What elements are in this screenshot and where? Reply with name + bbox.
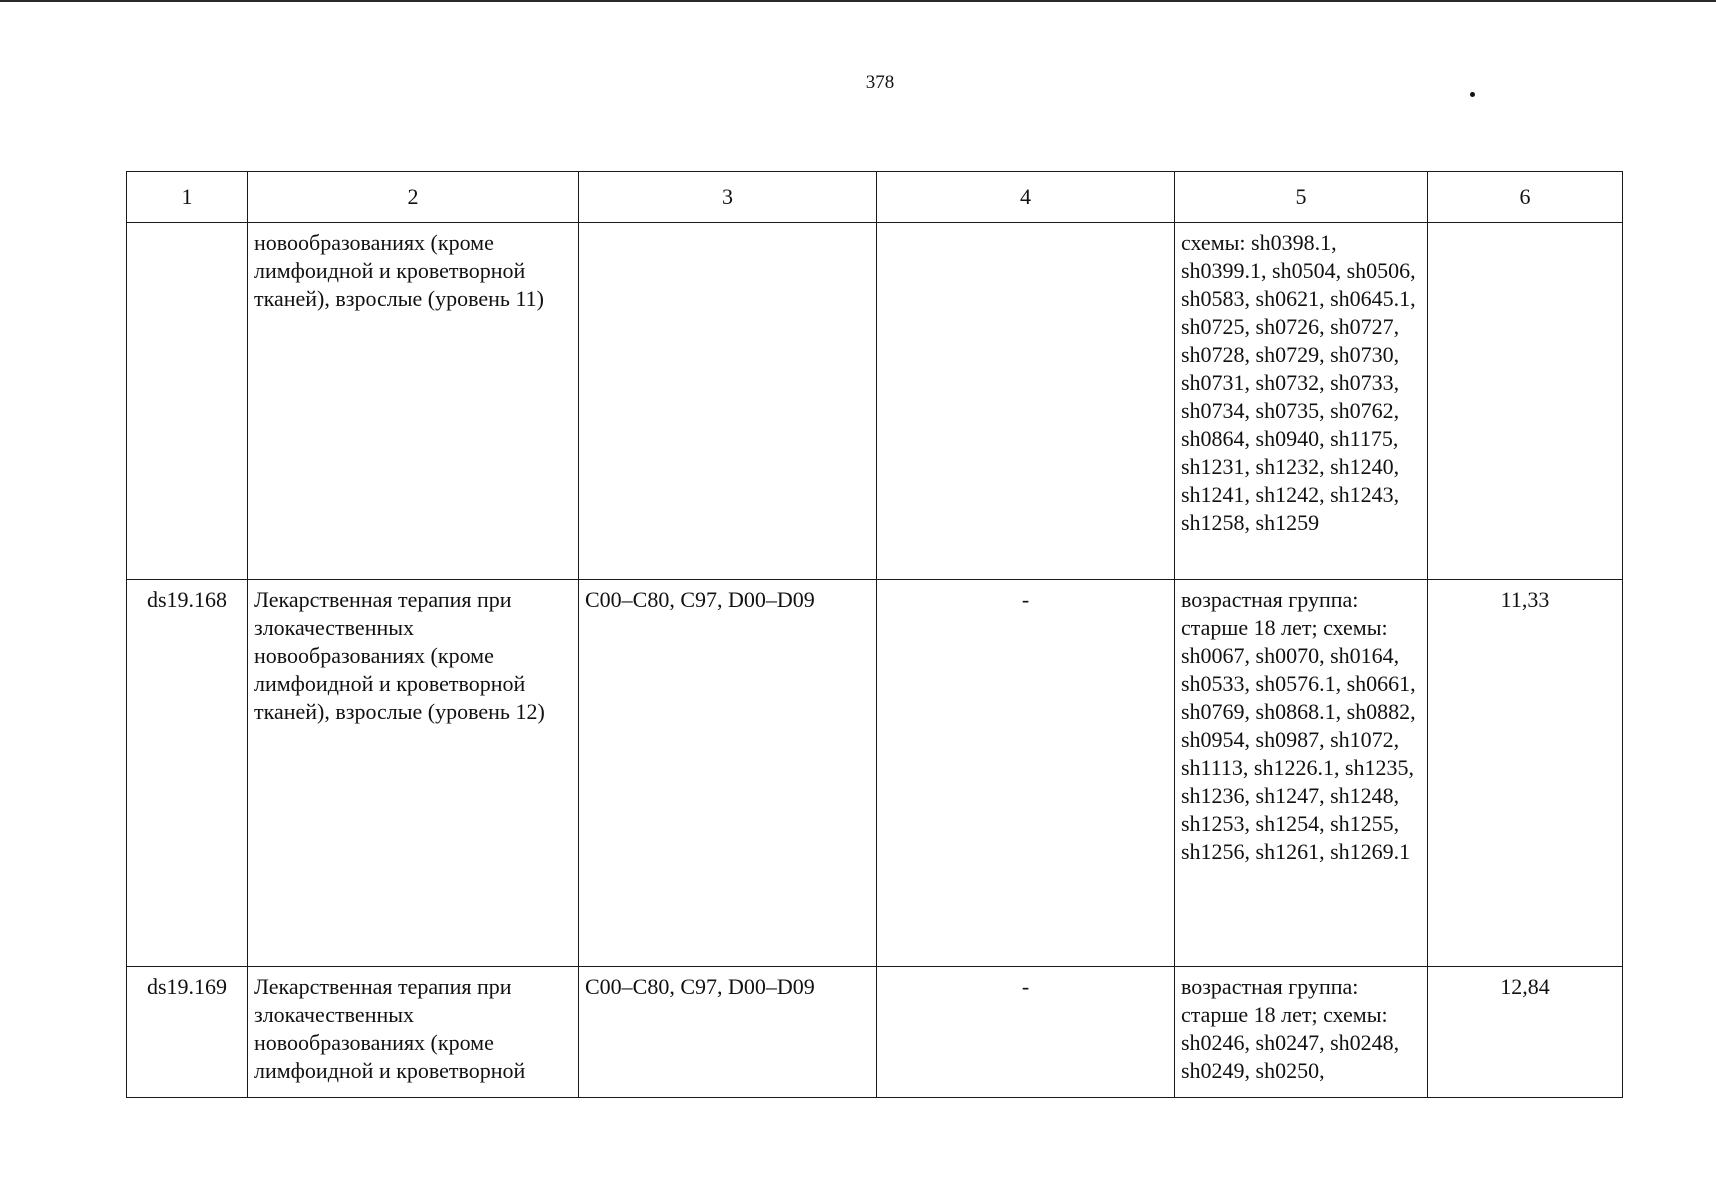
header-col-3: 3 xyxy=(579,172,877,223)
cell-name: Лекарственная терапия при злокачественных новообразованиях (кроме лимфоидной и кроветворной xyxy=(248,967,579,1098)
cell-code: ds19.168 xyxy=(127,580,248,967)
header-col-5: 5 xyxy=(1175,172,1428,223)
cell-services: - xyxy=(877,967,1175,1098)
cell-criteria: возрастная группа: старше 18 лет; схемы: sh0246, sh0247, sh0248, sh0249, sh0250, xyxy=(1175,967,1428,1098)
header-col-1: 1 xyxy=(127,172,248,223)
scan-dot-mark xyxy=(1470,92,1475,97)
table-row xyxy=(127,580,1623,967)
cell-coefficient: 12,84 xyxy=(1428,967,1623,1098)
cell-coefficient xyxy=(1428,223,1623,580)
cell-code: ds19.169 xyxy=(127,967,248,1098)
cell-diagnosis: C00–C80, C97, D00–D09 xyxy=(579,580,877,967)
header-row xyxy=(127,172,1623,223)
cell-diagnosis xyxy=(579,223,877,580)
cell-services xyxy=(877,223,1175,580)
header-col-4: 4 xyxy=(877,172,1175,223)
header-col-2: 2 xyxy=(248,172,579,223)
cell-code xyxy=(127,223,248,580)
cell-name: Лекарственная терапия при злокачественных новообразованиях (кроме лимфоидной и кроветворной тканей), взрослые (уровень 12) xyxy=(248,580,579,967)
cell-coefficient: 11,33 xyxy=(1428,580,1623,967)
cell-criteria: схемы: sh0398.1, sh0399.1, sh0504, sh0506, sh0583, sh0621, sh0645.1, sh0725, sh0726, sh0727, sh0728, sh0729, sh0730, sh0731, sh0732, sh0733, sh0734, sh0735, sh0762, sh0864, sh0940, sh1175, sh1231, sh1232, sh1240, sh1241, sh1242, sh1243, sh1258, sh1259 xyxy=(1175,223,1428,580)
cell-name: новообразованиях (кроме лимфоидной и кроветворной тканей), взрослые (уровень 11) xyxy=(248,223,579,580)
table-row xyxy=(127,223,1623,580)
table-row xyxy=(127,967,1623,1098)
tariff-table xyxy=(126,171,1623,1098)
table-header xyxy=(127,172,1623,223)
top-border-line xyxy=(0,0,1716,2)
cell-services: - xyxy=(877,580,1175,967)
table-body xyxy=(127,223,1623,1098)
cell-diagnosis: C00–C80, C97, D00–D09 xyxy=(579,967,877,1098)
cell-criteria: возрастная группа: старше 18 лет; схемы: sh0067, sh0070, sh0164, sh0533, sh0576.1, sh0661, sh0769, sh0868.1, sh0882, sh0954, sh0987, sh1072, sh1113, sh1226.1, sh1235, sh1236, sh1247, sh1248, sh1253, sh1254, sh1255, sh1256, sh1261, sh1269.1 xyxy=(1175,580,1428,967)
header-col-6: 6 xyxy=(1428,172,1623,223)
page-number: 378 xyxy=(865,72,895,93)
